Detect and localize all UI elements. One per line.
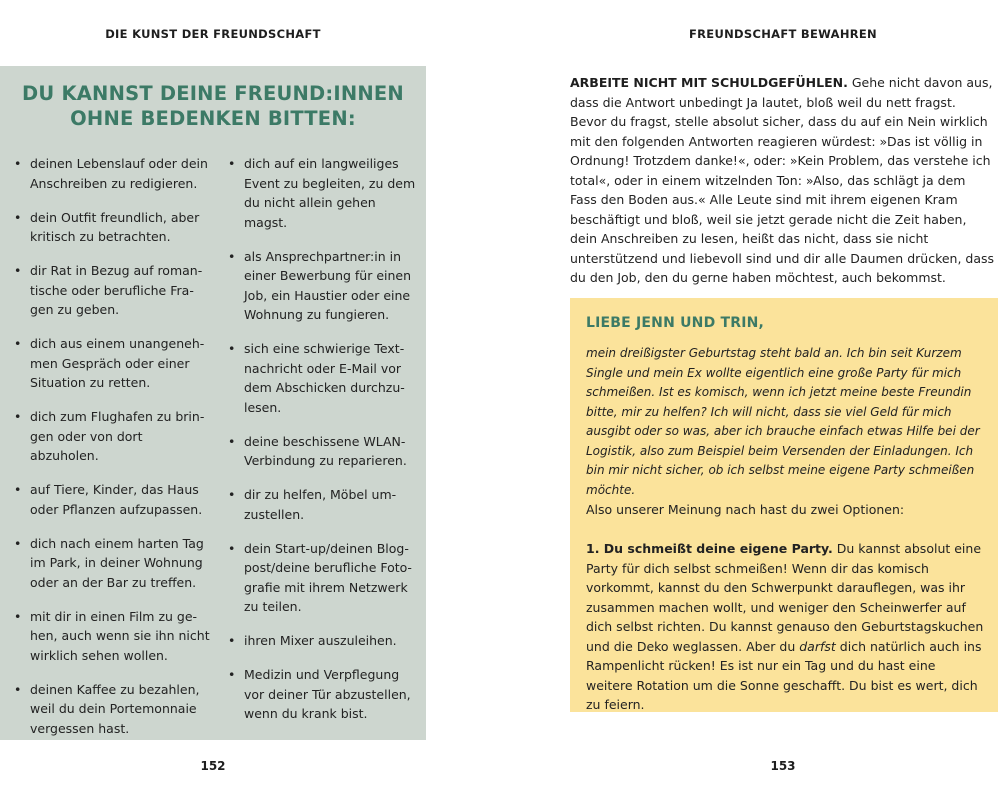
list-item-text: deine beschissene WLAN-Verbindung zu reparieren. [244,433,407,468]
guilt-paragraph [570,73,995,288]
list-item-text: dir Rat in Bezug auf romantische oder berufliche Fragen zu geben. [30,263,203,317]
reader-letter: mein dreißigster Geburtstag steht bald an. Ich bin seit Kurzem Single und mein Ex wollte eigentlich eine große Party für mich schmeißen. Ist es komisch, wenn ich jetzt meine beste Freundin bitte, mir zu helfen? Ich will nicht, dass sie viel Geld für mich ausgibt oder so was, aber ich brauche einfach etwas Hilfe bei der Logistik, also zum Beispiel beim Versenden der Einladungen. Ich bin mir nicht sicher, ob ich selbst meine eigene Party schmeißen möchte. [586,346,980,497]
list-item-text: deinen Lebenslauf oder dein Anschreiben zu redigieren. [30,156,208,191]
list-item-text: dich auf ein langweiliges Event zu begleiten, zu dem du nicht allein gehen magst. [244,156,416,230]
bullet-icon: • [14,409,22,424]
bullet-icon: • [228,433,236,449]
paragraph-body: Gehe nicht davon aus, dass die Antwort unbedingt Ja lautet, bloß weil du nett fragst. Bevor du fragst, stelle absolut sicher, dass du auf ein Nein wirklich mit den folgenden Antworten reagieren würdest: »Das ist völlig in Ordnung! Trotzdem danke!«, oder: »Kein Problem, das verstehe ich total«, oder in einem witzelnden Ton: »Also, das schlägt ja dem Fass den Boden aus.« Alle Leute sind mit ihrem eigenen Kram beschäftigt und bloß, weil sie jetzt gerade nicht die Zeit haben, dein Anschreiben zu lesen, heißt das nicht, dass sie nicht unterstützend und liebevoll sind und dir alle Daumen drücken, dass du den Job, den du gerne haben möchtest, auch bekommst. [570,75,995,285]
left-running-header: DIE KUNST DER FREUNDSCHAFT [105,27,321,41]
favors-box [0,66,426,740]
answer-intro: Also unserer Meinung nach hast du zwei Optionen: [586,502,905,517]
bullet-icon: • [14,156,22,171]
letter-salutation: LIEBE JENN UND TRIN, [586,315,765,331]
list-item-text: dir zu helfen, Möbel umzustellen. [244,487,397,522]
list-item [228,247,418,325]
bullet-icon: • [14,336,22,351]
option-one-emphasis: darfst [799,638,836,654]
right-page-number: 153 [770,759,796,773]
list-item [228,539,418,617]
bullet-icon: • [228,540,236,556]
list-item-text: ihren Mixer auszuleihen. [244,633,397,648]
list-item [228,485,418,524]
bullet-icon: • [228,667,236,682]
list-item [14,607,212,666]
option-one-heading: 1. Du schmeißt deine eigene Party. [586,541,833,556]
list-item-text: dich aus einem unangenehmen Gespräch oder einer Situation zu retten. [30,336,205,390]
bullet-icon: • [14,681,22,697]
favors-list-column-2 [228,154,418,738]
bullet-icon: • [14,263,22,278]
favors-box-title: DU KANNST DEINE FREUND:INNEN OHNE BEDENKEN BITTEN: [22,82,404,130]
list-item-text: dein Start-up/deinen Blogpost/deine berufliche Fotografie mit ihrem Netzwerk zu teilen. [244,540,412,614]
bullet-icon: • [14,535,22,551]
right-running-header: FREUNDSCHAFT BEWAHREN [689,27,877,41]
list-item-text: als Ansprechpartner:in in einer Bewerbung für einen Job, ein Haustier oder eine Wohnung zu fungieren. [244,248,412,322]
option-one-body-2: dich natürlich auch ins Rampenlicht rücken! Es ist nur ein Tag und du hast eine weitere Rotation um die Sonne geschafft. Du bist es wert, dich zu feiern. [586,638,982,712]
list-item [228,432,418,471]
list-item [14,208,212,247]
option-one [586,539,984,715]
paragraph-heading: ARBEITE NICHT MIT SCHULDGEFÜHLEN. [570,75,848,90]
bullet-icon: • [14,482,22,497]
list-item-text: Medizin und Verpflegung vor deiner Tür abzustellen, wenn du krank bist. [244,667,411,721]
bullet-icon: • [228,248,236,264]
list-item [228,154,418,232]
list-item-text: dich zum Flughafen zu bringen oder von dort abzuholen. [30,409,205,463]
list-item [14,407,212,466]
list-item-text: mit dir in einen Film zu gehen, auch wenn sie ihn nicht wirklich sehen wollen. [30,608,210,663]
bullet-icon: • [228,487,236,502]
list-item [14,154,212,193]
list-item [14,534,212,593]
list-item-text: sich eine schwierige Textnachricht oder E-Mail vor dem Abschicken durchzulesen. [244,341,405,415]
bullet-icon: • [228,156,236,171]
list-item-text: dich nach einem harten Tag im Park, in deiner Wohnung oder an der Bar zu treffen. [30,535,204,590]
list-item-text: deinen Kaffee zu bezahlen, weil du dein Portemonnaie vergessen hast. [30,681,200,736]
list-item-text: auf Tiere, Kinder, das Haus oder Pflanzen aufzupassen. [30,482,203,517]
list-item [228,665,418,724]
advice-letter-box [570,298,998,712]
bullet-icon: • [14,209,22,225]
bullet-icon: • [228,341,236,356]
list-item-text: dein Outfit freundlich, aber kritisch zu betrachten. [30,209,200,244]
favors-list-column-1 [14,154,212,753]
list-item [14,334,212,393]
list-item [14,480,212,519]
list-item [228,631,418,651]
bullet-icon: • [228,633,236,648]
option-one-body-1: Du kannst absolut eine Party für dich selbst schmeißen! Wenn dir das komisch vorkommt, kannst du den Schwerpunkt darauflegen, was ihr zusammen machen wollt, und weniger den Scheinwerfer auf dich selbst richten. Du kannst genauso den Geburtstagskuchen und die Deko weglassen. Aber du [586,541,984,654]
list-item [14,261,212,320]
list-item [14,680,212,739]
bullet-icon: • [14,608,22,624]
list-item [228,339,418,417]
left-page-number: 152 [200,759,226,773]
